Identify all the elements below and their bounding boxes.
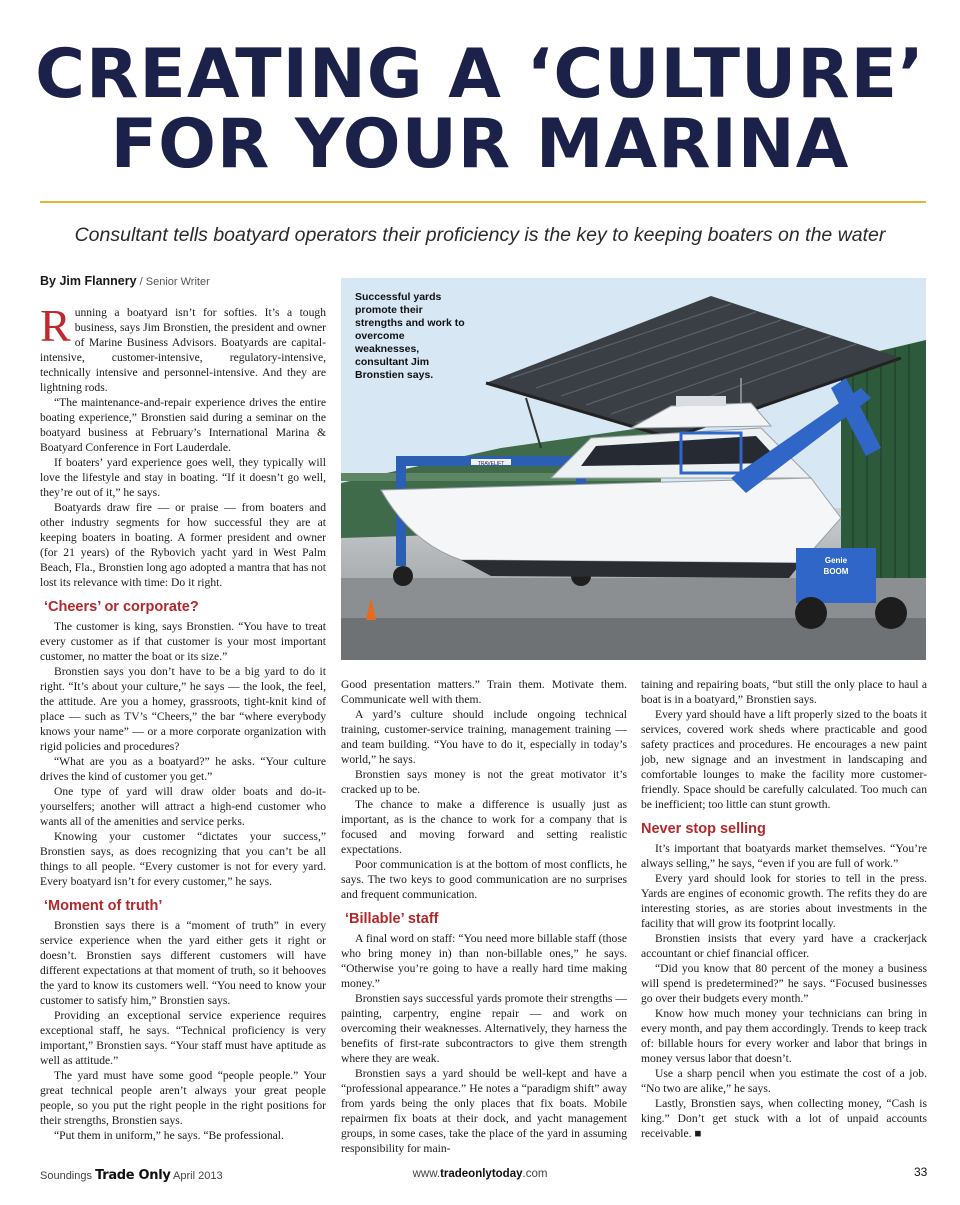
author-name: By Jim Flannery: [40, 274, 137, 288]
body-paragraph: Every yard should have a lift properly sized to the boats it services, covered work sheds where practicable and good safety practices and procedures. He encourages a new paint job, new signage and an investment in landscaping and comfortable lounges to make the facility more customer-friendly. Space should be carefully calculated. Too much can be inefficient; too little can stunt growth.: [641, 708, 927, 811]
article-column-2: [341, 677, 627, 1156]
page-number: 33: [914, 1165, 928, 1179]
body-paragraph: The chance to make a difference is usually just as important, as is the chance to work for a company that is focused and moving forward and setting realistic expectations.: [341, 798, 627, 856]
subhead-moment-of-truth: ‘Moment of truth’: [44, 898, 163, 914]
author-role: Senior Writer: [145, 276, 210, 288]
footer-url[interactable]: [0, 1168, 960, 1180]
photo-caption: Successful yards promote their strengths and work to overcome weaknesses, consultant Jim Bronstien says.: [355, 291, 465, 381]
body-paragraph: A final word on staff: “You need more billable staff (those who bring money in) than non-billable ones,” he says. “Otherwise you’re going to have a really hard time making money.”: [341, 932, 627, 990]
hoist-label: TRAVELIFT: [477, 461, 505, 467]
final-paragraph: [641, 1096, 927, 1141]
body-paragraph: Bronstien says a yard should be well-kept and have a “professional appearance.” He notes a “paradigm shift” away from yards being the only places that fix boats. Mobile repairmen fix boats at their dock, and yacht management groups, in some cases, take the place of the yard in assuming responsibility for main-: [341, 1067, 627, 1155]
byline-separator: /: [136, 276, 146, 288]
body-paragraph: Good presentation matters.” Train them. Motivate them. Communicate well with them.: [341, 678, 627, 706]
gold-divider: [40, 201, 926, 203]
body-paragraph: Knowing your customer “dictates your success,” Bronstien says, as does recognizing that you can’t be all things to all people. “Every customer is not for every yard. Every boatyard isn’t for every customer,” he says.: [40, 830, 326, 888]
body-paragraph: If boaters’ yard experience goes well, they typically will love the lifestyle and stay in boating. “If it doesn’t go well, they’re out of it,” he says.: [40, 456, 326, 499]
drop-cap: R: [40, 300, 71, 351]
body-paragraph: It’s important that boatyards market themselves. “You’re always selling,” he says, “even if you are full of work.”: [641, 842, 927, 870]
body-paragraph: “Did you know that 80 percent of the money a business will spend is predetermined?” he says. “Focused businesses go over their budgets every month.”: [641, 962, 927, 1005]
yacht-photo: [341, 278, 926, 660]
body-paragraph: Poor communication is at the bottom of most conflicts, he says. The two keys to good communication are no surprises and frequent communication.: [341, 858, 627, 901]
body-text: Lastly, Bronstien says, when collecting money, “Cash is king.” Don’t get stuck with a lot of unpaid accounts receivable.: [641, 1097, 927, 1140]
body-paragraph: Know how much money your technicians can bring in every month, and pay them accordingly. Trends to keep track of: billable hours for every worker and labor that brings in money versus labor that doesn’t.: [641, 1007, 927, 1065]
body-paragraph: Every yard should look for stories to tell in the press. Yards are engines of economic growth. The refits they do are interesting stories, as are stories about investments in the facility that will grow its footprint locally.: [641, 872, 927, 930]
intro-paragraph: [40, 300, 326, 395]
body-paragraph: “What are you as a boatyard?” he asks. “Your culture drives the kind of customer you get.”: [40, 755, 326, 783]
publication-name: Soundings: [40, 1170, 92, 1182]
body-text: unning a boatyard isn’t for softies. It’s a tough business, says Jim Bronstien, the president and owner of Marine Business Advisors. Boatyards are capital-intensive, customer-intensive, regulatory-intensive, technically intensive and personnel-intensive. And they are lightning rods.: [40, 306, 326, 394]
headline-line-2: FOR YOUR MARINA: [110, 105, 850, 184]
issue-date: April 2013: [173, 1170, 223, 1182]
body-paragraph: taining and repairing boats, “but still the only place to haul a boat is in a boatyard,” Bronstien says.: [641, 678, 927, 706]
body-paragraph: One type of yard will draw older boats and do-it-yourselfers; another will attract a high-end customer who wants all of the amenities and service perks.: [40, 785, 326, 828]
publication-brand: Trade Only: [95, 1168, 171, 1183]
article-column-3: [641, 677, 927, 1141]
byline: [40, 274, 210, 288]
url-domain: tradeonlytoday: [440, 1168, 523, 1180]
body-paragraph: Bronstien says successful yards promote their strengths — painting, carpentry, engine repair — and work on overcoming their weaknesses. Alternatively, they harness the benefits of first-rate subcontractors to give them strength where they are weak.: [341, 992, 627, 1065]
body-paragraph: Bronstien says you don’t have to be a big yard to do it right. “It’s about your culture,” he says — the look, the feel, the attitude. Are you a homey, grassroots, tight-knit kind of place — such as TV’s “Cheers,” the bar “where everybody knows your name” — or a more corporate organization with rigid policies and procedures?: [40, 665, 326, 753]
url-suffix: .com: [522, 1168, 548, 1180]
body-paragraph: The customer is king, says Bronstien. “You have to treat every customer as if that customer is your most important customer, no matter the boat or its size.”: [40, 620, 326, 663]
body-paragraph: “The maintenance-and-repair experience drives the entire boating experience,” Bronstien said during a seminar on the boatyard business at February’s International Marina & Boatyard Conference in Fort Lauderdale.: [40, 396, 326, 454]
deck-subtitle: Consultant tells boatyard operators their proficiency is the key to keeping boaters on the water: [74, 224, 886, 246]
article-column-1: [40, 300, 326, 1143]
subhead-billable-staff: ‘Billable’ staff: [345, 911, 439, 927]
lift-model: BOOM: [823, 567, 849, 576]
body-paragraph: A yard’s culture should include ongoing technical training, customer-service training, management training — and team building. “You have to do it, especially in today’s world,” he says.: [341, 708, 627, 766]
body-paragraph: Bronstien insists that every yard have a crackerjack accountant or chief financial officer.: [641, 932, 927, 960]
subhead-never-stop-selling: Never stop selling: [641, 821, 766, 837]
lift-brand: Genie: [824, 556, 848, 565]
end-mark: ■: [694, 1127, 702, 1140]
subhead-cheers: ‘Cheers’ or corporate?: [44, 599, 199, 615]
body-paragraph: Boatyards draw fire — or praise — from boaters and other industry segments for how successful they are at keeping boaters in boating. A former president and owner (for 21 years) of the Rybovich yacht yard in West Palm Beach, Fla., Bronstien long ago adopted a mantra that has not lost its relevance with time: Do it right.: [40, 501, 326, 589]
body-paragraph: “Put them in uniform,” he says. “Be professional.: [54, 1129, 284, 1142]
headline: [0, 35, 960, 184]
body-paragraph: Providing an exceptional service experience requires exceptional staff, he says. “Technical proficiency is very important,” Bronstien says. “Your staff must have aptitude as well as attitude.”: [40, 1009, 326, 1067]
body-paragraph: Bronstien says there is a “moment of truth” in every service experience when the yard either gets it right or doesn’t. Bronstien says different customers will have different expectations at that moment of truth, so it behooves the yard to know its customers well. “You need to know your customer to satisfy him,” Bronstien says.: [40, 919, 326, 1007]
body-paragraph: Bronstien says money is not the great motivator it’s cracked up to be.: [341, 768, 627, 796]
headline-line-1: CREATING A ‘CULTURE’: [35, 35, 925, 114]
body-paragraph: The yard must have some good “people people.” Your great technical people aren’t always your great people people, so you put the right people in the right positions for their strengths, Bronstien says.: [40, 1069, 326, 1127]
url-prefix: www.: [412, 1168, 441, 1180]
body-paragraph: Use a sharp pencil when you estimate the cost of a job. “No two are alike,” he says.: [641, 1067, 927, 1095]
